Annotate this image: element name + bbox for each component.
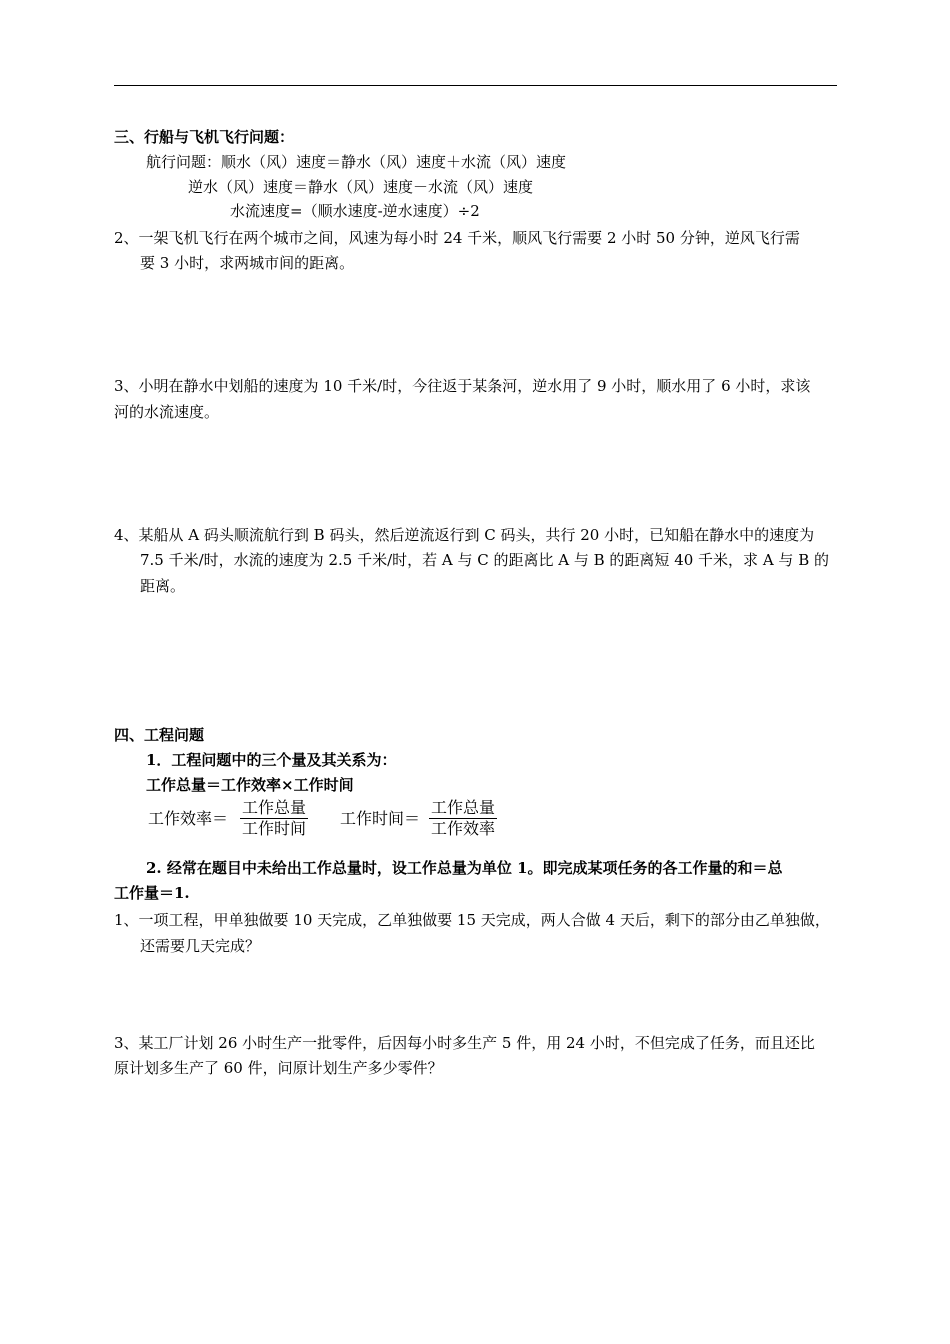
- point-1-title: 1．工程问题中的三个量及其关系为：: [146, 751, 397, 769]
- time-numerator: 工作总量: [431, 798, 496, 817]
- section3-heading: 三、行船与飞机飞行问题：: [114, 128, 295, 146]
- work-question-3-line-1: 3、某工厂计划 26 小时生产一批零件，后因每小时多生产 5 件，用 24 小时，不但完成了任务，而且还比: [114, 1034, 815, 1052]
- work-relation-formula: 工作总量＝工作效率×工作时间: [146, 776, 354, 794]
- work-question-1-line-2: 还需要几天完成？: [140, 937, 261, 955]
- efficiency-denominator: 工作时间: [242, 819, 307, 838]
- formula-downstream-speed: 航行问题：顺水（风）速度＝静水（风）速度＋水流（风）速度: [146, 153, 567, 171]
- point-2-line-1: 2. 经常在题目中未给出工作总量时，设工作总量为单位 1。即完成某项任务的各工作量的和＝总: [146, 859, 783, 877]
- efficiency-numerator: 工作总量: [242, 798, 307, 817]
- question-3-line-1: 3、小明在静水中划船的速度为 10 千米/时，今往返于某条河，逆水用了 9 小时，顺水用了 6 小时，求该: [114, 377, 811, 395]
- question-4-line-2: 7.5 千米/时，水流的速度为 2.5 千米/时，若 A 与 C 的距离比 A 与 B 的距离短 40 千米，求 A 与 B 的: [140, 551, 829, 569]
- time-label: 工作时间＝: [340, 809, 421, 828]
- question-4-line-1: 4、某船从 A 码头顺流航行到 B 码头，然后逆流返行到 C 码头，共行 20 小时，已知船在静水中的速度为: [114, 526, 815, 544]
- question-2-line-1: 2、一架飞机飞行在两个城市之间，风速为每小时 24 千米，顺风飞行需要 2 小时 50 分钟，逆风飞行需: [114, 229, 800, 247]
- question-2-line-2: 要 3 小时，求两城市间的距离。: [140, 254, 355, 272]
- point-2-line-2: 工作量＝1.: [114, 884, 190, 902]
- question-4-line-3: 距离。: [140, 577, 186, 595]
- efficiency-label: 工作效率＝: [148, 809, 229, 828]
- work-question-1-line-1: 1、一项工程，甲单独做要 10 天完成，乙单独做要 15 天完成，两人合做 4 天后，剩下的部分由乙单独做，: [114, 911, 830, 929]
- efficiency-fraction: [240, 798, 308, 839]
- formula-upstream-speed: 逆水（风）速度＝静水（风）速度－水流（风）速度: [188, 178, 534, 196]
- section4-heading: 四、工程问题: [114, 726, 205, 744]
- formula-current-speed: 水流速度=（顺水速度-逆水速度）÷2: [230, 202, 480, 220]
- time-denominator: 工作效率: [431, 819, 496, 838]
- question-3-line-2: 河的水流速度。: [114, 403, 220, 421]
- time-fraction: [429, 798, 497, 839]
- work-question-3-line-2: 原计划多生产了 60 件，问原计划生产多少零件？: [114, 1059, 443, 1077]
- header-rule: [114, 85, 837, 86]
